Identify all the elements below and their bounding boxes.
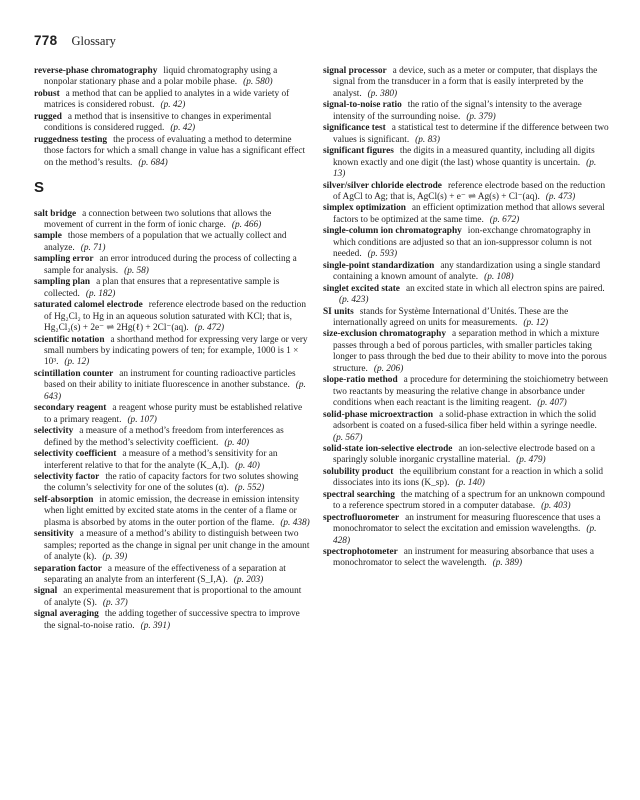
glossary-entry [34, 369, 310, 403]
glossary-entry [323, 513, 609, 547]
glossary-definition: a plan that ensures that a representative sample is collected. [44, 277, 280, 299]
page-reference: (p. 203) [233, 575, 264, 586]
glossary-definition: a separation method in which a mixture passes through a bed of porous particles, with smaller particles taking longer to pass through the bed due to their ability to move into the porous structure. [333, 329, 607, 374]
page-reference: (p. 672) [489, 214, 520, 225]
glossary-definition: a connection between two solutions that allows the movement of current in the form of ionic charge. [44, 208, 272, 230]
glossary-entry [34, 403, 310, 426]
glossary-entry [323, 100, 609, 123]
glossary-definition: the digits in a measured quantity, including all digits known exactly and one digit (the last) whose quantity is uncertain. [333, 146, 595, 168]
glossary-term: simplex optimization [323, 203, 406, 214]
glossary-definition: an instrument for measuring absorbance that uses a monochromator to select the wavelength. [333, 547, 594, 569]
left-column [34, 66, 310, 632]
glossary-term: significant figures [323, 146, 394, 157]
glossary-definition: an experimental measurement that is proportional to the amount of analyte (S). [44, 586, 302, 608]
glossary-definition: a measure of a method’s ability to distinguish between two samples; reported as the change in signal per unit change in the amount of analyte (k). [44, 529, 310, 563]
glossary-definition: in atomic emission, the decrease in emission intensity when light emitted by excited state atoms in the center of a flame or plasma is absorbed by atoms in the outer portion of the flame. [44, 494, 300, 528]
glossary-entry [34, 254, 310, 277]
glossary-entry [34, 529, 310, 563]
page-reference: (p. 567) [333, 432, 363, 443]
glossary-entry [34, 586, 310, 609]
page-reference: (p. 643) [44, 380, 306, 402]
glossary-entry [323, 410, 609, 444]
glossary-definition: an instrument for counting radioactive particles based on their ability to initiate fluorescence in another substance. [44, 368, 296, 391]
page-reference: (p. 37) [102, 597, 128, 608]
glossary-entry [34, 300, 310, 334]
page-reference: (p. 42) [170, 123, 196, 134]
glossary-definition: a device, such as a meter or computer, that displays the signal from the transducer in a form that is easily interpreted by the analyst. [333, 66, 598, 99]
page-reference: (p. 140) [455, 478, 485, 489]
page-reference: (p. 379) [466, 111, 496, 122]
running-title: Glossary [71, 34, 116, 48]
glossary-definition: an ion-selective electrode based on a sparingly soluble inorganic crystalline material. [333, 443, 595, 466]
glossary-term: sensitivity [34, 529, 74, 540]
page-header [34, 33, 116, 49]
glossary-entry [323, 66, 609, 100]
glossary-term: scientific notation [34, 334, 105, 345]
page-reference: (p. 40) [235, 460, 260, 471]
glossary-definition: stands for Système International d’Unités. These are the internationally agreed on units for measurements. [333, 306, 569, 328]
glossary-term: single-column ion chromatography [323, 226, 462, 237]
glossary-definition: a procedure for determining the stoichiometry between two reactants by measuring the relative change in absorbance under conditions when each reactant is the limiting reagent. [333, 375, 609, 409]
glossary-definition: ion-exchange chromatography in which conditions are adjusted so that an ion-suppressor column is not needed. [333, 226, 592, 260]
glossary-term: saturated calomel electrode [34, 300, 143, 311]
page-reference: (p. 479) [516, 455, 546, 466]
glossary-entry [323, 467, 609, 490]
page-reference: (p. 39) [102, 552, 128, 563]
glossary-entry [34, 449, 310, 472]
glossary-definition: liquid chromatography using a nonpolar stationary phase and a polar mobile phase. [44, 66, 278, 88]
glossary-entry [34, 112, 310, 135]
glossary-definition: a method that is insensitive to changes in experimental conditions is considered rugged. [44, 111, 272, 134]
glossary-term: reverse-phase chromatography [34, 66, 158, 76]
glossary-definition: a measure of a method’s freedom from interferences as defined by the method’s selectivity coefficient. [44, 426, 284, 448]
page-reference: (p. 58) [124, 265, 149, 276]
glossary-term: slope-ratio method [323, 375, 398, 386]
glossary-entry [323, 444, 609, 467]
glossary-term: solid-state ion-selective electrode [323, 443, 453, 454]
left-entries-r [34, 66, 310, 169]
page-reference: (p. 423) [339, 295, 369, 306]
glossary-definition: reference electrode based on the reduction of Hg₂Cl₂ to Hg in an aqueous solution saturated with KCl; that is, Hg₂Cl₂(s) + 2e⁻ ⇌ 2Hg(ℓ) + 2Cl⁻(aq). [44, 300, 306, 334]
glossary-definition: a measure of a method’s sensitivity for an interferent relative to that for the analyte (K_A,I). [44, 449, 278, 471]
glossary-entry [34, 335, 310, 369]
glossary-term: selectivity factor [34, 471, 100, 482]
page-reference: (p. 428) [333, 524, 597, 546]
glossary-definition: a shorthand method for expressing very large or very small numbers by indicating powers of ten; for example, 1000 is 1 × 10³. [44, 334, 308, 368]
glossary-entry [34, 66, 310, 89]
right-entries [323, 66, 609, 570]
glossary-definition: reference electrode based on the reduction of AgCl to Ag; that is, AgCl(s) + e⁻ ⇌ Ag(s) + Cl⁻(aq). [333, 180, 606, 202]
glossary-entry [323, 284, 609, 307]
glossary-entry [34, 135, 310, 169]
glossary-definition: a statistical test to determine if the difference between two values is significant. [333, 123, 609, 145]
page-reference: (p. 389) [492, 558, 523, 569]
page-number: 778 [34, 33, 58, 48]
page-reference: (p. 12) [523, 317, 549, 328]
glossary-definition: a reagent whose purity must be established relative to a primary reagent. [44, 403, 303, 425]
page-reference: (p. 407) [537, 398, 567, 409]
glossary-term: singlet excited state [323, 283, 400, 294]
glossary-term: separation factor [34, 563, 102, 574]
glossary-definition: the matching of a spectrum for an unknown compound to a reference spectrum stored in a computer database. [333, 489, 605, 512]
right-column [323, 66, 609, 570]
glossary-term: spectrophotometer [323, 547, 398, 558]
page-reference: (p. 107) [127, 414, 157, 425]
glossary-entry [323, 226, 609, 260]
glossary-entry [323, 547, 609, 570]
glossary-definition: a measure of the effectiveness of a separation at separating an analyte from an interferent (S_I,A). [44, 563, 286, 586]
glossary-term: signal [34, 586, 58, 597]
letter-heading: S [34, 179, 45, 197]
page-reference: (p. 391) [140, 620, 171, 631]
page-reference: (p. 466) [231, 219, 262, 230]
glossary-term: ruggedness testing [34, 134, 108, 145]
glossary-term: signal averaging [34, 609, 99, 620]
glossary-term: rugged [34, 111, 62, 122]
glossary-entry [34, 426, 310, 449]
glossary-definition: an instrument for measuring fluorescence that uses a monochromator to select the excitation and emission wavelengths. [333, 512, 601, 535]
page-reference: (p. 40) [224, 437, 250, 448]
glossary-definition: the ratio of the signal’s intensity to the average intensity of the surrounding noise. [333, 100, 582, 122]
page-reference: (p. 13) [333, 157, 597, 180]
glossary-term: silver/silver chloride electrode [323, 180, 442, 191]
glossary-entry [323, 490, 609, 513]
glossary-definition: a solid-phase extraction in which the solid adsorbent is coated on a fused-silica fiber held within a syringe needle. [333, 409, 597, 432]
glossary-entry [323, 375, 609, 409]
glossary-entry [323, 307, 609, 330]
glossary-definition: those members of a population that we actually collect and analyze. [44, 231, 287, 253]
page-reference: (p. 380) [367, 88, 398, 99]
glossary-definition: the ratio of capacity factors for two solutes showing the column’s selectivity for one of the solutes (α). [44, 471, 299, 494]
left-entries-s [34, 209, 310, 633]
glossary-term: self-absorption [34, 494, 94, 505]
page-reference: (p. 108) [484, 272, 514, 283]
glossary-term: SI units [323, 306, 354, 317]
glossary-term: sample [34, 231, 62, 242]
glossary-entry [323, 146, 609, 180]
glossary-term: selectivity coefficient [34, 449, 117, 460]
glossary-entry [34, 231, 310, 254]
page-reference: (p. 580) [243, 77, 273, 88]
glossary-entry [323, 261, 609, 284]
glossary-definition: an excited state in which all electron spins are paired. [405, 283, 605, 294]
page-reference: (p. 473) [545, 191, 576, 202]
page-reference: (p. 403) [541, 501, 571, 512]
page-reference: (p. 552) [234, 483, 265, 494]
glossary-term: spectrofluorometer [323, 512, 400, 523]
glossary-definition: the process of evaluating a method to determine those factors for which a small change in value has a significant effect on the method’s results. [44, 134, 306, 168]
glossary-entry [323, 329, 609, 375]
glossary-entry [323, 181, 609, 204]
page-reference: (p. 83) [415, 134, 440, 145]
glossary-term: sampling plan [34, 277, 91, 288]
glossary-term: signal processor [323, 66, 387, 76]
glossary-entry [34, 472, 310, 495]
glossary-definition: an error introduced during the process of collecting a sample for analysis. [44, 254, 297, 276]
page-reference: (p. 684) [138, 157, 168, 168]
glossary-term: scintillation counter [34, 368, 114, 379]
page-reference: (p. 12) [64, 357, 90, 368]
page-reference: (p. 42) [160, 100, 186, 111]
page-reference: (p. 593) [367, 249, 398, 260]
glossary-entry [323, 203, 609, 226]
glossary-definition: an efficient optimization method that allows several factors to be optimized at the same time. [333, 203, 605, 225]
glossary-definition: the adding together of successive spectra to improve the signal-to-noise ratio. [44, 609, 300, 631]
page-reference: (p. 71) [80, 242, 106, 253]
glossary-term: salt bridge [34, 208, 77, 219]
glossary-term: sampling error [34, 254, 94, 265]
glossary-term: solubility product [323, 466, 394, 477]
glossary-term: spectral searching [323, 489, 395, 500]
glossary-term: secondary reagent [34, 403, 107, 414]
glossary-term: solid-phase microextraction [323, 409, 434, 420]
glossary-term: single-point standardization [323, 260, 435, 271]
glossary-entry [34, 89, 310, 112]
glossary-entry [34, 209, 310, 232]
page-reference: (p. 182) [85, 288, 116, 299]
page-reference: (p. 438) [280, 517, 310, 528]
glossary-term: signal-to-noise ratio [323, 100, 402, 111]
page-reference: (p. 472) [194, 323, 225, 334]
glossary-definition: any standardization using a single standard containing a known amount of analyte. [333, 260, 601, 283]
glossary-term: robust [34, 88, 60, 99]
glossary-entry [34, 609, 310, 632]
glossary-entry [34, 495, 310, 529]
glossary-entry [323, 123, 609, 146]
glossary-definition: the equilibrium constant for a reaction in which a solid dissociates into its ions (K_sp). [333, 466, 604, 489]
page-reference: (p. 206) [373, 363, 404, 374]
glossary-entry [34, 277, 310, 300]
glossary-term: selectivity [34, 426, 74, 437]
glossary-term: size-exclusion chromatography [323, 329, 447, 340]
glossary-term: significance test [323, 123, 386, 134]
glossary-definition: a method that can be applied to analytes in a wide variety of matrices is considered robust. [44, 88, 290, 111]
glossary-entry [34, 564, 310, 587]
